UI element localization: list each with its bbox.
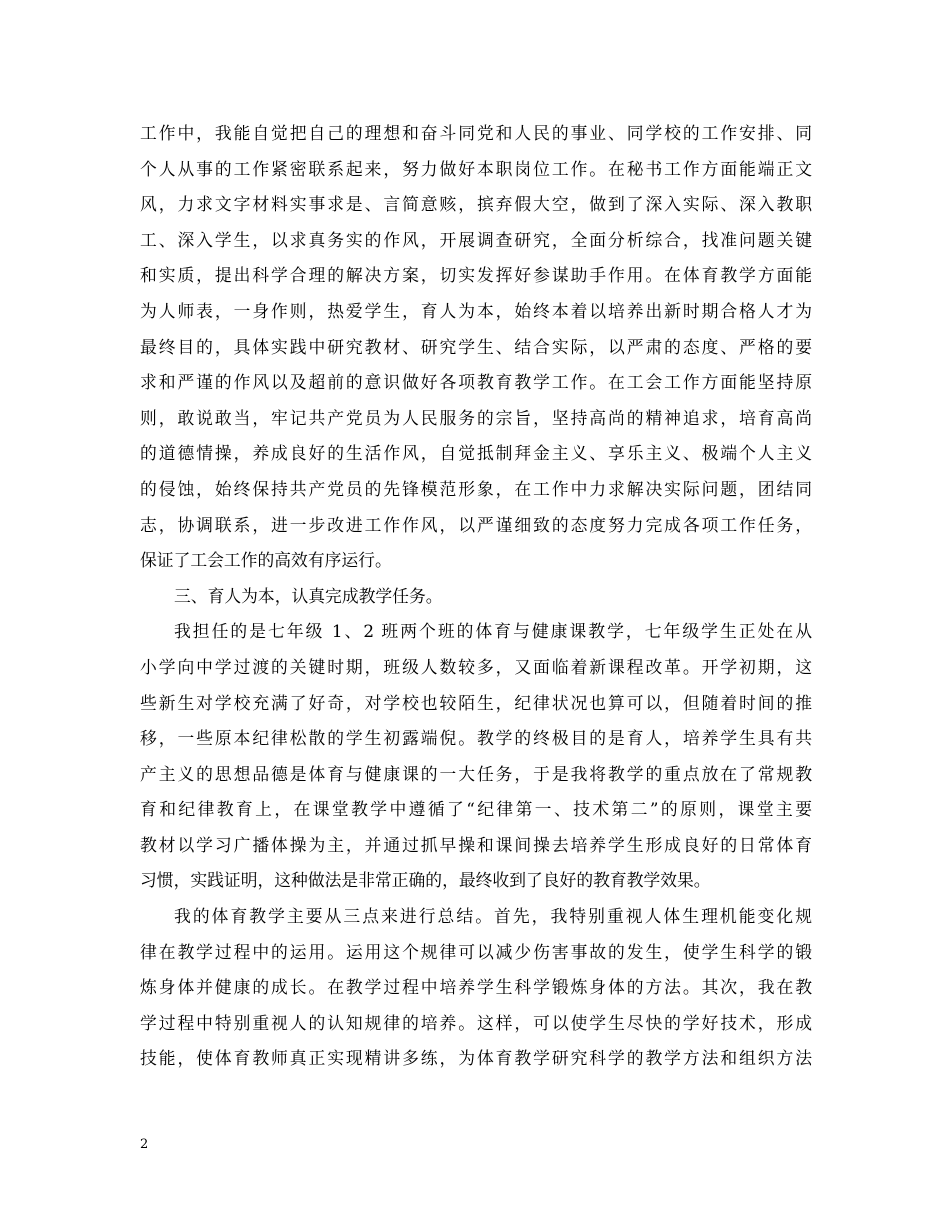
text-line: 的侵蚀，始终保持共产党员的先锋模范形象，在工作中力求解决实际问题，团结同	[140, 478, 812, 499]
text-line: 些新生对学校充满了好奇，对学校也较陌生，纪律状况也算可以，但随着时间的推	[140, 692, 812, 713]
text-line: 炼身体并健康的成长。在教学过程中培养学生科学锻炼身体的方法。其次，我在教	[140, 977, 812, 998]
text-line: 移，一些原本纪律松散的学生初露端倪。教学的终极目的是育人，培养学生具有共	[140, 728, 812, 749]
text-line: 工、深入学生，以求真务实的作风，开展调查研究，全面分析综合，找准问题关键	[140, 229, 812, 250]
text-line: 的道德情操，养成良好的生活作风，自觉抵制拜金主义、享乐主义、极端个人主义	[140, 443, 812, 464]
text-line: 习惯，实践证明，这种做法是非常正确的，最终收到了良好的教育教学效果。	[140, 870, 711, 891]
text-line: 求和严谨的作风以及超前的意识做好各项教育教学工作。在工会工作方面能坚持原	[140, 372, 812, 393]
text-line: 最终目的，具体实践中研究教材、研究学生、结合实际，以严肃的态度、严格的要	[140, 336, 812, 357]
page-number: 2	[140, 1137, 149, 1152]
document-body	[140, 116, 812, 1077]
text-line: 则，敢说敢当，牢记共产党员为人民服务的宗旨，坚持高尚的精神追求，培育高尚	[140, 407, 812, 428]
paragraph	[140, 116, 812, 579]
text-line: 风，力求文字材料实事求是、言简意赅，摈弃假大空，做到了深入实际、深入教职	[140, 194, 812, 215]
text-line: 工作中，我能自觉把自己的理想和奋斗同党和人民的事业、同学校的工作安排、同	[140, 123, 812, 143]
text-line: 志，协调联系，进一步改进工作作风，以严谨细致的态度努力完成各项工作任务，	[140, 514, 812, 535]
text-line: 我的体育教学主要从三点来进行总结。首先，我特别重视人体生理机能变化规	[174, 906, 812, 927]
text-line: 技能，使体育教师真正实现精讲多练，为体育教学研究科学的教学方法和组织方法	[140, 1048, 812, 1069]
text-line: 为人师表，一身作则，热爱学生，育人为本，始终本着以培养出新时期合格人才为	[140, 300, 812, 321]
text-line: 我担任的是七年级 1、2 班两个班的体育与健康课教学，七年级学生正处在从	[174, 621, 812, 642]
text-line: 和实质，提出科学合理的解决方案，切实发挥好参谋助手作用。在体育教学方面能	[140, 265, 812, 286]
paragraph	[140, 899, 812, 1077]
text-line: 个人从事的工作紧密联系起来，努力做好本职岗位工作。在秘书工作方面能端正文	[140, 158, 812, 179]
text-line: 保证了工会工作的高效有序运行。	[140, 550, 392, 571]
text-line: 三、育人为本，认真完成教学任务。	[174, 585, 443, 606]
text-line: 产主义的思想品德是体育与健康课的一大任务，于是我将教学的重点放在了常规教	[140, 763, 812, 784]
text-line: 育和纪律教育上，在课堂教学中遵循了“纪律第一、技术第二”的原则，课堂主要	[140, 799, 812, 820]
text-line: 律在教学过程中的运用。运用这个规律可以减少伤害事故的发生，使学生科学的锻	[140, 941, 812, 962]
text-line: 学过程中特别重视人的认知规律的培养。这样，可以使学生尽快的学好技术，形成	[140, 1012, 812, 1033]
paragraph	[140, 579, 812, 615]
paragraph	[140, 614, 812, 899]
text-line: 小学向中学过渡的关键时期，班级人数较多，又面临着新课程改革。开学初期，这	[140, 656, 812, 677]
text-line: 教材以学习广播体操为主，并通过抓早操和课间操去培养学生形成良好的日常体育	[140, 834, 812, 855]
